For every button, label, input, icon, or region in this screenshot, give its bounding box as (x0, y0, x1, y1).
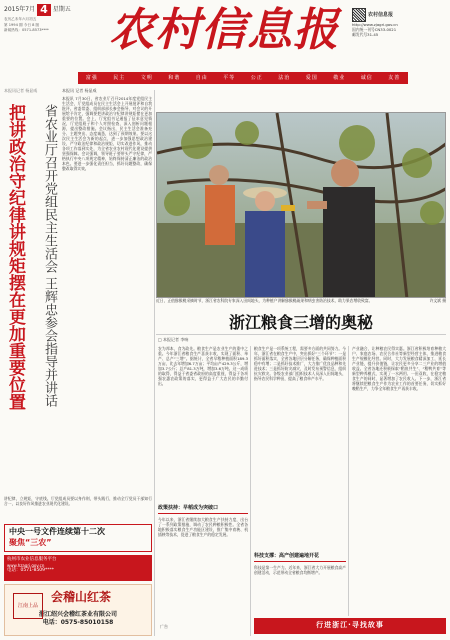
core-value: 爱国 (305, 74, 318, 81)
core-value: 诚信 (360, 74, 373, 81)
core-value: 民主 (113, 74, 126, 81)
header-right-line-2: 国内统一刊号CN33-0021 (352, 27, 397, 33)
lead-kicker: 本报讯记者 杨显威 (4, 88, 38, 93)
feature-subhead-1: 政策扶持：早稻成为突破口 (158, 505, 248, 514)
photo-caption (156, 299, 446, 304)
column-divider (250, 346, 251, 636)
core-value: 富强 (85, 74, 98, 81)
core-value: 友善 (388, 74, 401, 81)
feature-col2-continued: 科技是第一生产力。近年来，浙江省大力开展粮食高产创建活动，示范带动全省粮食均衡增产。 (254, 565, 346, 575)
qr-code-icon (352, 8, 366, 22)
header-info (4, 4, 96, 54)
photo-credit: 许文斌 摄 (429, 298, 446, 303)
ad-company: 浙江绍兴会稽红茶业有限公司 (38, 611, 117, 619)
masthead-title: 农村信息报 (108, 2, 339, 56)
kiwi-orchard-photo (156, 112, 446, 298)
header-meta-3: 新闻热线：0571-8573**** (4, 28, 49, 33)
header-right-line-1: http://www.zjagri.gov.cn (352, 22, 398, 27)
platform-url[interactable]: www.hzagri.gov.cn (7, 563, 45, 569)
column-divider (348, 346, 349, 616)
issue-date-line (4, 4, 96, 16)
feature-byline: □ 本报记者 李响 (158, 337, 189, 342)
photo-illustration (157, 113, 446, 298)
page-number: 4 (37, 4, 51, 16)
photo-caption-text: 近日，正值猕猴桃采摘时节，浙江省农科院专家深入田间地头，为种植户讲解猕猴桃疏果和病虫害防治技术，助力果农增收致富。 (156, 298, 373, 303)
promo-title: 中央一号文件连续第十二次 (9, 527, 105, 536)
core-value: 法治 (278, 74, 291, 81)
header-meta-2: 第 1994 期 今日 8 版 (4, 22, 40, 27)
core-value: 平等 (223, 74, 236, 81)
core-value: 公正 (250, 74, 263, 81)
ad-label: 广告 (160, 624, 168, 629)
issue-date: 2015年7月 (4, 5, 36, 13)
feature-headline[interactable]: 浙江粮食三增的奥秘 (156, 312, 446, 335)
lead-body: 本报讯 7月30日，省农业厅召开2014年度党组民主生活会，厅党组成员在民主生活会上开展批评和自我批评。省委常委、组织部部长参会指导，对会议的开展给予肯定，强调要把讲政治守纪律讲规矩摆在更加重要的位置。会上，厅党组书记通报了征求意见情况，厅党组班子和个人对照检查，深入剖析问题根源，提出整改措施。会议指出，民主生活会准备充分、主题突出、态度诚恳，达到了预期效果。要以这次民主生活会为新的起点，进一步加强思想政治建设，严守政治纪律和政治规矩，切实改进作风，推动各项工作落到实处，为全省农业农村现代化建设提供坚强保障。会议强调，领导班子要带头严守纪律，严格执行中央八项规定精神，始终保持清正廉洁的政治本色。要进一步强化责任担当，抓好问题整改，确保整改取得实效。 (62, 96, 152, 171)
ad-phone: 电话：0575-85010158 (42, 619, 114, 627)
seal-icon: 江南上品 (13, 593, 43, 619)
header-right (352, 8, 446, 54)
core-value: 敬业 (333, 74, 346, 81)
core-values-bar (78, 72, 408, 84)
platform-phone: 电话：0571-8509**** (7, 568, 55, 574)
feature-col2: 粮食生产是一项系统工程，需要多方面的共同努力。今年，浙江省在粮食生产中，突出抓好“三个环节”：一是抓好面积落实，全省各地层层分解任务，确保种植面积稳中有增；二是抓好技术推广，大力推广优良品种和先进技术；三是抓好防灾减灾，及时发布预警信息，组织抗灾救灾。各级农业部门组织技术人员深入田间地头，指导农民科学种田，提高了粮食单产水平。 (254, 346, 346, 381)
series-banner[interactable]: 行进浙江·寻找故事 (254, 618, 446, 634)
platform-name: 杭州市农业信息服务平台 (7, 557, 57, 562)
promo-subtitle: 聚焦“三农” (9, 537, 52, 547)
core-value: 和谐 (168, 74, 181, 81)
tea-advertisement[interactable] (4, 584, 152, 636)
core-value: 文明 (140, 74, 153, 81)
header-right-line-3: 邮发代号31-45 (352, 32, 379, 38)
paper-name: 农村信息报 (368, 11, 394, 18)
ad-brand: 会稽山红茶 (51, 590, 112, 604)
feature-subhead-2: 科技支撑：高产创建遍地开花 (254, 553, 346, 562)
platform-band[interactable] (4, 555, 152, 581)
lead-body-bottom: 讲纪律，立规矩，守底线。厅党组成员要以身作则，带头践行，推动全厅党员干部知行合一，以良好作风推进农业现代化建设。 (4, 496, 152, 506)
promo-box[interactable] (4, 524, 152, 552)
header-meta-1: 农历乙未年六月初五 (4, 17, 37, 21)
feature-col3: 产业融合，让种粮农民得实惠。浙江省积极培育种粮大户、家庭农场、农民合作社等新型经营主体，推进粮食生产规模化经营。同时，大力发展粮食精深加工，延长产业链，提升价值链，让农民更多分享二三产业的增值收益。全省各地还积极探索“稻鱼共生”、“稻鸭共育”等新型种养模式，实现了一水两用、一田双收，在稳定粮食生产的同时，显著增加了农民收入。下一步，浙江省将继续把粮食生产作为农业工作的首要任务，切实抓好晚稻生产，力争全年粮食生产再获丰收。 (352, 346, 446, 391)
feature-col1: 农为邦本，食为政先。粮食生产是农业生产的重中之重。今年浙江省粮食生产喜获丰收，实现了面积、单产、总产“三增”。据统计，全省早稻种植面积189.3万亩，比去年增加6.7万亩；平均亩产429.3公斤，增加3.7公斤；总产81.3万吨，增加3.6万吨。这一成绩的取得，得益于省委省政府的高度重视，得益于各项强农惠农政策的落实，更得益于广大农民的辛勤付出。 (158, 346, 248, 386)
weekday: 星期五 (52, 5, 71, 13)
lead-headline[interactable]: 把讲政治守纪律讲规矩摆在更加重要位置 (5, 104, 25, 410)
lead-subheadline: 省农业厅召开党组民主生活会 王辉忠参会指导并讲话 (42, 104, 57, 408)
feature-col1-continued: 今年以来，浙江省继续加大粮食生产扶持力度，出台了一系列政策措施，调动了农民种粮积极性。全省各地积极落实粮食生产功能区建设，推广集中育秧、机插秧等技术，促进了粮食生产的稳定发展。 (158, 517, 248, 537)
core-value: 自由 (195, 74, 208, 81)
lead-byline: 本报讯 记者 杨显威 (62, 88, 97, 93)
column-divider (154, 90, 155, 636)
